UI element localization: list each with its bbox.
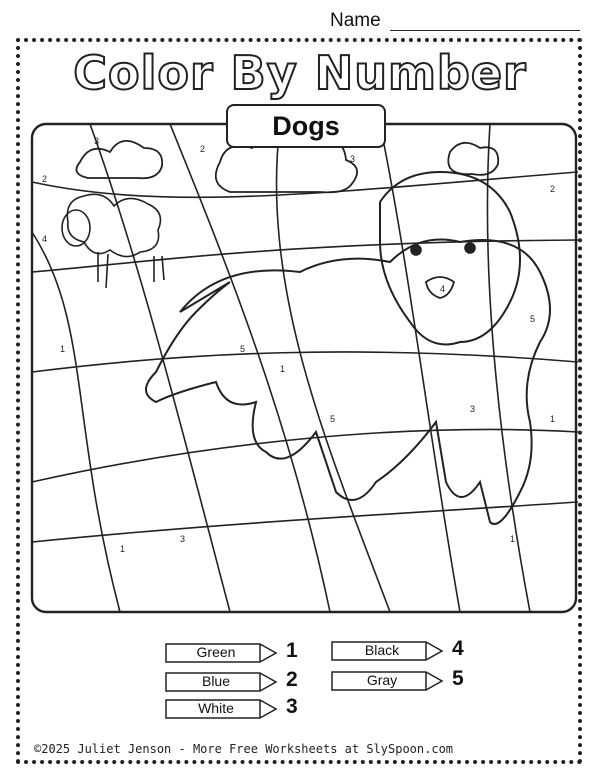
footer-credit: ©2025 Juliet Jenson - More Free Worksheets at SlySpoon.com	[34, 742, 454, 756]
legend-number: 5	[452, 667, 464, 690]
region-number: 4	[440, 284, 446, 294]
legend-label: Gray	[366, 672, 398, 688]
region-number: 1	[550, 414, 556, 424]
region-number: 5	[330, 414, 336, 424]
region-number: 1	[120, 544, 126, 554]
region-number: 5	[240, 344, 246, 354]
region-number: 5	[530, 314, 536, 324]
coloring-picture	[30, 122, 578, 614]
region-number: 1	[280, 364, 286, 374]
legend-number: 3	[286, 695, 298, 718]
region-number: 2	[200, 144, 206, 154]
region-number: 3	[470, 404, 476, 414]
region-number: 4	[42, 234, 48, 244]
region-number: 2	[550, 184, 556, 194]
legend-label: Black	[364, 642, 400, 658]
subtitle-box	[226, 104, 386, 148]
legend-label: White	[198, 700, 234, 716]
region-number: 3	[180, 534, 186, 544]
region-number: 3	[94, 136, 100, 146]
legend-number: 2	[286, 668, 298, 691]
region-number: 2	[42, 174, 48, 184]
page-title: Color By Number	[73, 46, 527, 100]
subtitle: Dogs	[272, 111, 340, 141]
name-line[interactable]	[390, 30, 580, 31]
legend-number: 1	[286, 639, 298, 662]
region-number: 1	[60, 344, 66, 354]
legend-label: Blue	[201, 673, 231, 689]
region-number: 3	[350, 154, 356, 164]
legend-label: Green	[196, 644, 236, 660]
name-label: Name	[330, 10, 381, 31]
region-number: 1	[510, 534, 516, 544]
legend-number: 4	[452, 637, 464, 660]
